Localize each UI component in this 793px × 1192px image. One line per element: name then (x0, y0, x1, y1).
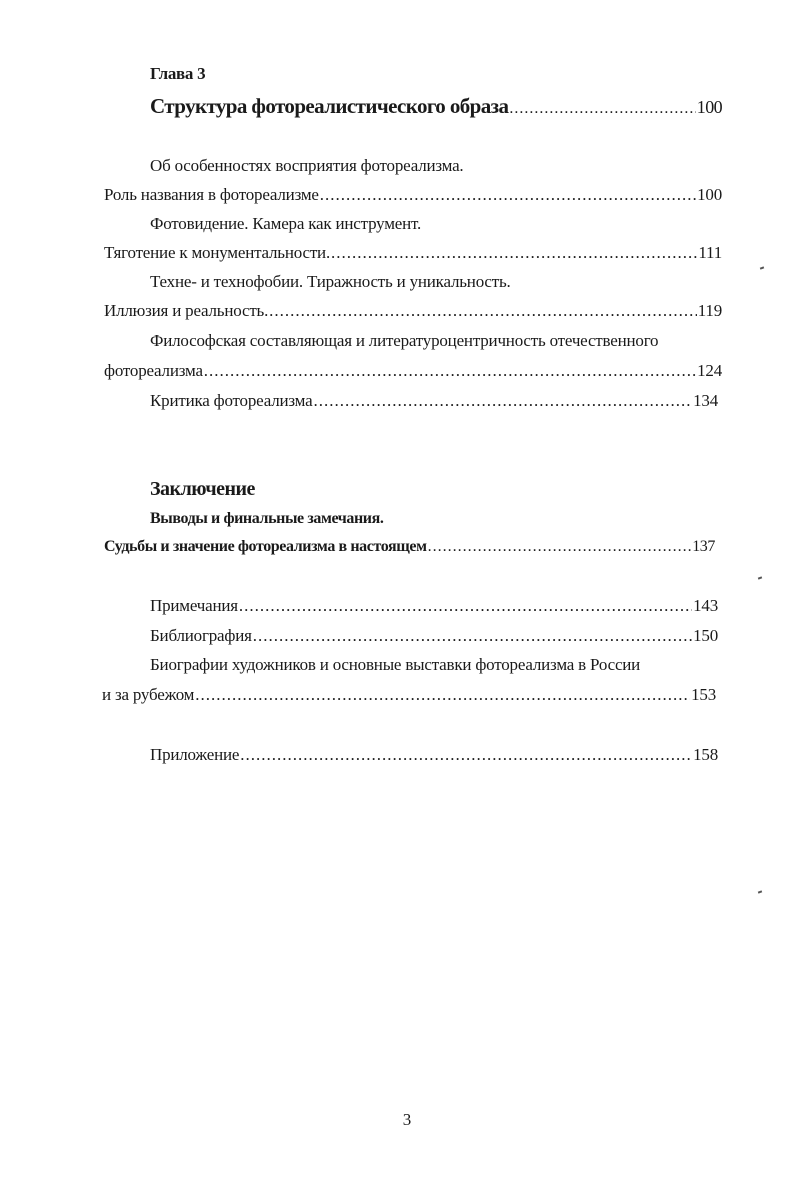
chapter-title-row (150, 94, 722, 119)
toc-entry-label: Критика фотореализма (150, 391, 313, 410)
leader-dots (204, 361, 696, 381)
toc-entry-label: Библиография (150, 626, 252, 645)
scan-speck (758, 890, 762, 893)
conclusion-row (104, 538, 715, 556)
toc-entry-row (150, 745, 718, 765)
toc-entry-row (104, 243, 722, 263)
toc-entry-row (150, 626, 718, 646)
toc-entry-label: Роль названия в фотореализме (104, 185, 319, 204)
conclusion-line: Выводы и финальные замечания. (150, 510, 384, 527)
toc-entry-row (150, 391, 718, 411)
toc-entry-line: Об особенностях восприятия фотореализма. (150, 156, 464, 175)
leader-dots (331, 243, 697, 263)
toc-entry-row (150, 596, 718, 616)
toc-entry-row (104, 301, 722, 321)
toc-entry-page: 150 (693, 626, 718, 645)
conclusion-page: 137 (692, 538, 715, 555)
toc-entry-line: Техне- и технофобии. Тиражность и уникальность. (150, 272, 511, 291)
conclusion-title: Заключение (150, 478, 255, 500)
leader-dots (269, 301, 697, 321)
toc-entry-page: 153 (691, 685, 716, 704)
toc-entry-page: 124 (697, 361, 722, 380)
leader-dots (509, 100, 695, 118)
toc-entry-page: 134 (693, 391, 718, 410)
leader-dots (313, 391, 692, 411)
toc-entry-page: 111 (698, 243, 722, 262)
chapter-page: 100 (696, 97, 722, 117)
toc-entry-line: Философская составляющая и литературоцентричность отечественного (150, 331, 659, 350)
chapter-label: Глава 3 (150, 64, 206, 83)
leader-dots (195, 685, 690, 705)
toc-entry-label: Приложение (150, 745, 240, 764)
scan-speck (758, 576, 762, 579)
toc-entry-line: Биографии художников и основные выставки фотореализма в России (150, 655, 641, 674)
toc-entry-row (104, 361, 722, 381)
toc-entry-line: Фотовидение. Камера как инструмент. (150, 214, 422, 233)
toc-entry-label: Тяготение к монументальности. (104, 243, 330, 262)
toc-entry-label: и за рубежом (102, 685, 195, 704)
leader-dots (428, 538, 692, 556)
toc-entry-row (104, 185, 722, 205)
toc-entry-page: 100 (697, 185, 722, 204)
toc-entry-label: фотореализма (104, 361, 203, 380)
toc-entry-page: 119 (697, 301, 722, 320)
toc-entry-label: Иллюзия и реальность. (104, 301, 269, 320)
leader-dots (239, 596, 692, 616)
toc-entry-page: 158 (693, 745, 718, 764)
chapter-title: Структура фотореалистического образа (150, 94, 509, 118)
leader-dots (253, 626, 692, 646)
leader-dots (240, 745, 692, 765)
scan-speck (760, 266, 764, 269)
leader-dots (320, 185, 696, 205)
page-number: 3 (402, 1110, 412, 1129)
toc-entry-page: 143 (693, 596, 718, 615)
toc-entry-label: Примечания (150, 596, 238, 615)
toc-entry-row (102, 685, 716, 705)
conclusion-label: Судьбы и значение фотореализма в настоящем (104, 538, 427, 555)
